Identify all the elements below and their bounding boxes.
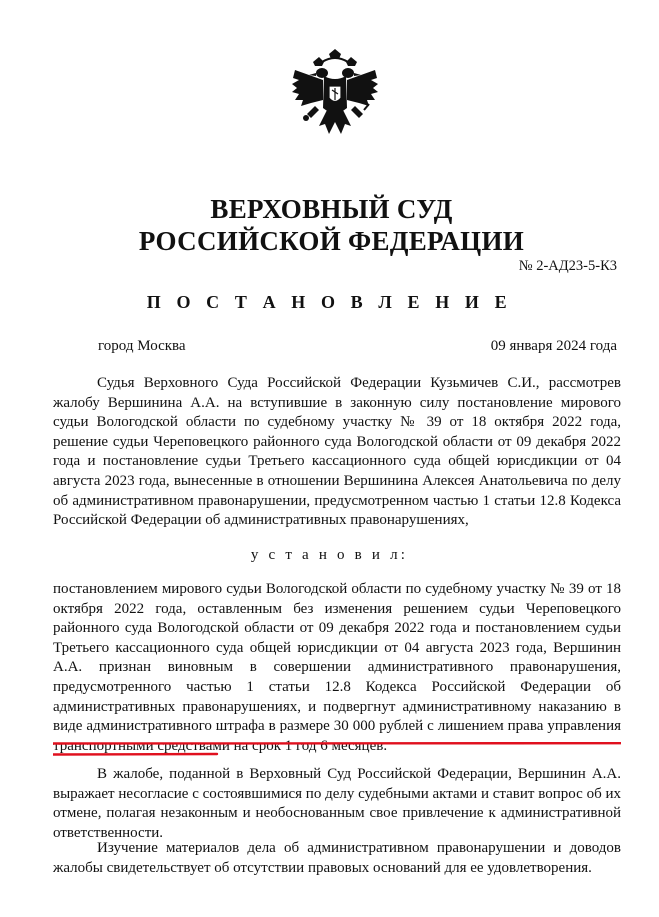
complaint-paragraph: В жалобе, поданной в Верховный Суд Российской Федерации, Вершинин А.А. выражает несогласие с состоявшимися по делу судебными актами и ставит вопрос об их отмене, полагая незаконным и необоснованным свое привлечение к административной ответственности. <box>53 766 621 841</box>
review-paragraph: Изучение материалов дела об административном правонарушении и доводов жалобы свидетельствует об отсутствии правовых оснований для ее удовлетворения. <box>53 840 621 876</box>
court-name-line-2: РОССИЙСКОЙ ФЕДЕРАЦИИ <box>138 226 525 256</box>
established-heading: у с т а н о в и л: <box>250 547 409 563</box>
document-type-heading: П О С Т А Н О В Л Е Н И Е <box>146 292 513 312</box>
city: город Москва <box>98 338 186 354</box>
case-number: № 2-АД23-5-К3 <box>518 258 617 274</box>
ruling-paragraph: постановлением мирового судьи Вологодской области по судебному участку № 39 от 18 октября 2022 года, оставленным без изменения решением судьи Череповецкого районного суда Вологодской области от 09 декабря 2022 года и постановлением судьи Третьего кассационного суда общей юрисдикции от 04 августа 2023 года, Вершинин А.А. признан виновным в совершении административного правонарушения, предусмотренного частью 1 статьи 12.8 Кодекса Российской Федерации об административных правонарушениях, и подвергнут административному наказанию в виде административного штрафа в размере 30 000 рублей с лишением права управления транспортными средствами на срок 1 год 6 месяцев. <box>53 581 621 754</box>
intro-paragraph: Судья Верховного Суда Российской Федерации Кузьмичев С.И., рассмотрев жалобу Вершинина А.А. на вступившие в законную силу постановление мирового судьи Вологодской области по судебному участку № 39 от 18 октября 2022 года, решение судьи Череповецкого районного суда Вологодской области от 09 декабря 2022 года и постановление судьи Третьего кассационного суда общей юрисдикции от 04 августа 2023 года, вынесенные в отношении Вершинина Алексея Анатольевича по делу об административном правонарушении, предусмотренном частью 1 статьи 12.8 Кодекса Российской Федерации об административных правонарушениях, <box>53 375 621 529</box>
russian-coat-of-arms-icon <box>289 48 381 144</box>
red-underline-annotation <box>53 741 621 757</box>
red-underline-stroke-2 <box>53 754 217 755</box>
court-name-line-1: ВЕРХОВНЫЙ СУД <box>210 194 453 224</box>
decision-date: 09 января 2024 года <box>490 338 617 354</box>
